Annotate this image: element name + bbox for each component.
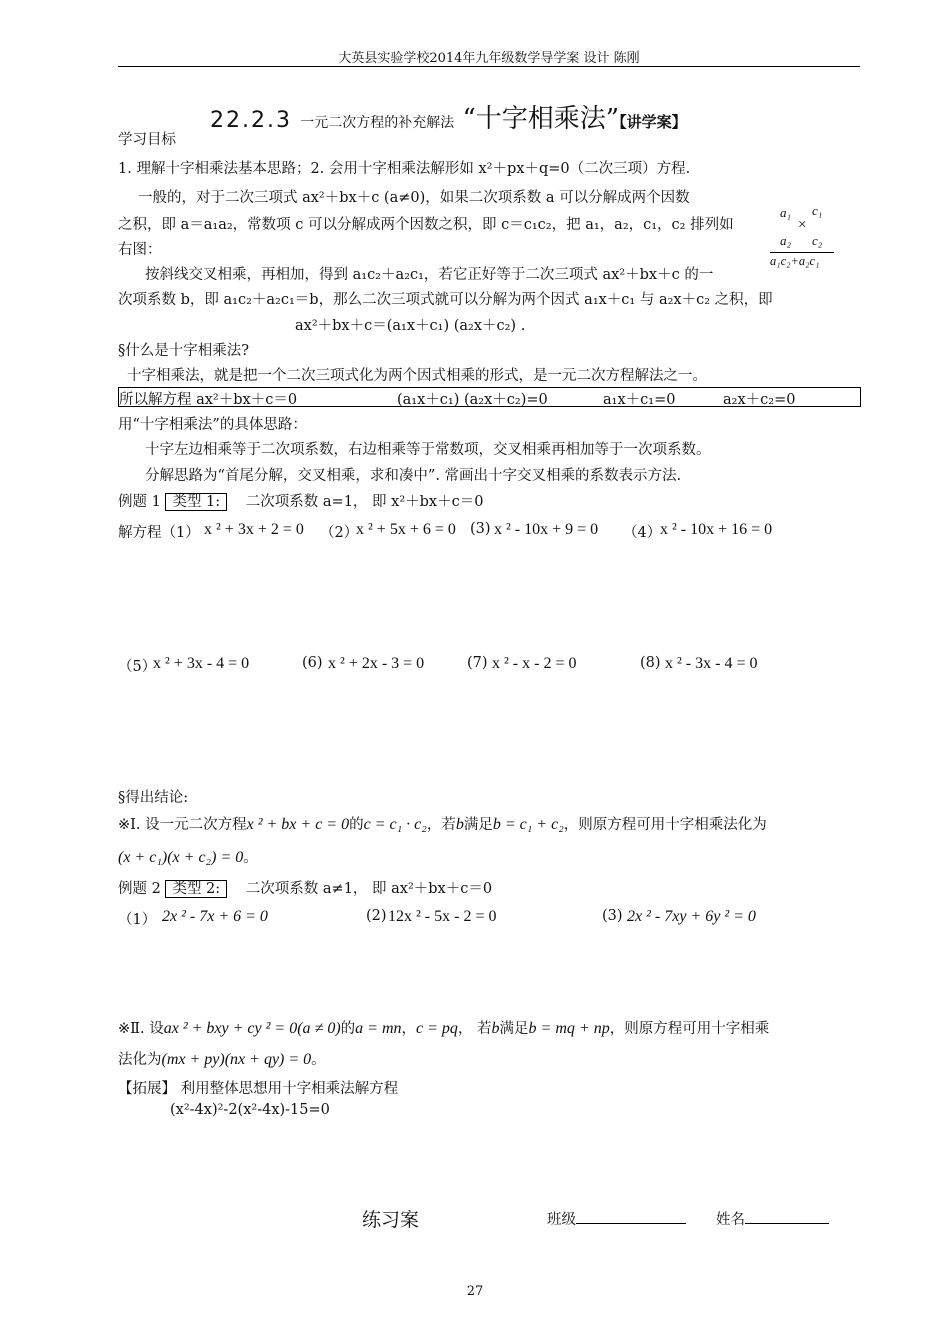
example-1-lead: 解方程（1） <box>118 525 200 541</box>
example-2-eq-3: 2x ² - 7xy + 6y ² = 0 <box>627 908 756 925</box>
conc2-b-val: b = mq + np <box>528 1020 610 1037</box>
conc2-n: 。 <box>311 1052 326 1068</box>
equation-8-num: (8) <box>640 655 661 671</box>
equation-5-num: （5） <box>118 659 157 675</box>
example-2-eq-2: 12x ² - 5x - 2 = 0 <box>388 908 497 925</box>
title-tag: 【讲学案】 <box>619 113 687 131</box>
equation-6-num: (6) <box>302 655 323 671</box>
conc1-product: c = c₁ · c₂ <box>363 816 427 833</box>
conc2-i: 满足 <box>499 1021 529 1037</box>
diagram-rule <box>770 252 834 253</box>
diagram-a1: a₁ <box>780 205 792 220</box>
diagram-a2: a₂ <box>780 233 792 248</box>
equation-1: x ² + 3x + 2 = 0 <box>204 521 304 538</box>
title-main: “十字相乘法” <box>462 104 620 134</box>
example-2-eq-1-num: （1） <box>118 912 157 928</box>
header-rule <box>118 66 860 67</box>
conc1-c: 的 <box>349 817 364 833</box>
intro-line-1: 一般的，对于二次三项式 ax²＋bx＋c (a≠0)，如果二次项系数 a 可以分解成两个因数 <box>138 190 690 206</box>
conc1-eq: x ² + bx + c = 0 <box>246 816 350 833</box>
equation-2: x ² + 5x + 6 = 0 <box>356 521 456 538</box>
boxed-solution <box>118 387 861 407</box>
conc1-factored: (x + c₁)(x + c₂) = 0 <box>118 849 244 866</box>
conc2-l: 法化为 <box>118 1052 162 1068</box>
conc2-c-val: c = pq <box>416 1020 458 1037</box>
page-header: 大英县实验学校2014年九年级数学导学案 设计 陈刚 <box>338 51 640 66</box>
intro-line-6: ax²＋bx＋c＝(a₁x＋c₁) (a₂x＋c₂) . <box>295 318 526 334</box>
intro-line-5: 次项系数 b，即 a₁c₂＋a₂c₁＝b，那么二次三项式就可以分解为两个因式 a₁x＋c₁ 与 a₂x＋c₂ 之积，即 <box>118 292 773 308</box>
equation-6: x ² + 2x - 3 = 0 <box>328 655 425 672</box>
example-1-heading <box>118 490 483 511</box>
boxed-col-1: 所以解方程 ax²＋bx＋c＝0 <box>119 392 298 408</box>
equation-7-num: (7) <box>467 655 488 671</box>
conclusion-2-line-2 <box>118 1048 326 1069</box>
equation-8: x ² - 3x - 4 = 0 <box>665 655 758 672</box>
class-field <box>547 1208 686 1229</box>
conclusion-1-line-1 <box>118 813 767 834</box>
example-1-type: 类型 1: <box>165 493 227 511</box>
page-number: 27 <box>466 1284 484 1299</box>
conclusion-1-line-2 <box>118 846 258 867</box>
conc1-sum: b = c₁ + c₂ <box>492 816 564 833</box>
conc1-i: ，则原方程可用十字相乘法化为 <box>563 817 767 833</box>
goals-heading: 学习目标 <box>118 132 176 148</box>
example-2-type: 类型 2: <box>165 880 227 898</box>
example-1-desc: 二次项系数 a=1， 即 x²＋bx＋c＝0 <box>245 494 484 510</box>
conc2-b: b <box>491 1020 500 1037</box>
what-text: 十字相乘法，就是把一个二次三项式化为两个因式相乘的形式，是一元二次方程解法之一。 <box>127 368 707 384</box>
equation-7: x ² - x - 2 = 0 <box>492 655 577 672</box>
class-label: 班级 <box>547 1212 576 1228</box>
boxed-col-3: a₁x＋c₁=0 <box>603 392 676 408</box>
example-2-heading <box>118 877 492 898</box>
example-1-label: 例题 1 <box>118 494 161 510</box>
equation-3: x ² - 10x + 9 = 0 <box>494 521 599 538</box>
boxed-col-2: (a₁x＋c₁) (a₂x＋c₂)=0 <box>397 392 548 408</box>
diagram-c2: c₂ <box>812 233 823 248</box>
diagram-c1: c₁ <box>812 203 823 218</box>
equation-5: x ² + 3x - 4 = 0 <box>153 655 250 672</box>
conc1-e: ，若 <box>426 817 456 833</box>
example-2-label: 例题 2 <box>118 881 161 897</box>
name-field <box>716 1208 829 1229</box>
conclusion-2-line-1 <box>118 1017 769 1038</box>
method-line-2: 分解思路为“首尾分解，交叉相乘，求和凑中”. 常画出十字交叉相乘的系数表示方法. <box>145 468 682 484</box>
conclusion-heading: §得出结论: <box>118 790 189 806</box>
conc2-eq: ax ² + bxy + cy ² = 0(a ≠ 0) <box>163 1020 341 1037</box>
class-blank[interactable] <box>576 1209 686 1224</box>
example-2-eq-1: 2x ² - 7x + 6 = 0 <box>162 908 268 925</box>
intro-line-2: 之积，即 a＝a₁a₂，常数项 c 可以分解成两个因数之积，即 c＝c₁c₂，把 a₁，a₂，c₁，c₂ 排列如 <box>118 217 734 233</box>
boxed-col-4: a₂x＋c₂=0 <box>723 392 796 408</box>
conc2-factored: (mx + py)(nx + qy) = 0 <box>161 1051 312 1068</box>
conc2-a: ※Ⅱ. 设 <box>118 1021 164 1037</box>
extension-equation: (x²-4x)²-2(x²-4x)-15=0 <box>170 1102 330 1118</box>
equation-4: x ² - 10x + 16 = 0 <box>660 521 773 538</box>
conc2-a-val: a = mn <box>355 1020 402 1037</box>
conc1-k: 。 <box>243 850 258 866</box>
equation-2-num: （2） <box>320 525 359 541</box>
conc1-b: b <box>455 816 464 833</box>
title-subtitle: 一元二次方程的补充解法 <box>300 115 455 131</box>
equation-4-num: （4） <box>623 525 662 541</box>
example-2-eq-3-num: (3) <box>602 908 623 924</box>
title-number: 22.2.3 <box>210 108 292 133</box>
example-2-desc: 二次项系数 a≠1， 即 ax²＋bx＋c＝0 <box>245 881 493 897</box>
equation-3-num: (3) <box>470 521 491 537</box>
intro-line-4: 按斜线交叉相乘，再相加，得到 a₁c₂＋a₂c₁，若它正好等于二次三项式 ax²＋bx＋c 的一 <box>145 267 714 283</box>
intro-line-3: 右图： <box>118 242 162 258</box>
extension-heading: 【拓展】 利用整体思想用十字相乘法解方程 <box>118 1081 399 1097</box>
method-line-1: 十字左边相乘等于二次项系数，右边相乘等于常数项，交叉相乘再相加等于一次项系数。 <box>145 442 711 458</box>
conc1-a: ※Ⅰ. 设一元二次方程 <box>118 817 247 833</box>
conc2-g: ， 若 <box>457 1021 492 1037</box>
conc2-e: ， <box>401 1021 417 1037</box>
name-label: 姓名 <box>716 1212 745 1228</box>
diagram-sum: a₁c₂+a₂c₁ <box>770 254 820 268</box>
conc2-c: 的 <box>340 1021 356 1037</box>
practice-heading: 练习案 <box>362 1209 420 1231</box>
name-blank[interactable] <box>745 1209 829 1224</box>
conc1-g: 满足 <box>463 817 493 833</box>
lesson-title <box>210 98 687 135</box>
example-2-eq-2-num: (2) <box>366 908 387 924</box>
method-heading: 用“十字相乘法”的具体思路： <box>118 417 307 433</box>
diagram-cross: × <box>798 217 807 233</box>
conc2-k: ，则原方程可用十字相乘 <box>609 1021 770 1037</box>
goal-line: 1. 理解十字相乘法基本思路；2. 会用十字相乘法解形如 x²＋px＋q=0（二次三项）方程. <box>118 161 691 177</box>
what-heading: §什么是十字相乘法? <box>118 343 250 359</box>
